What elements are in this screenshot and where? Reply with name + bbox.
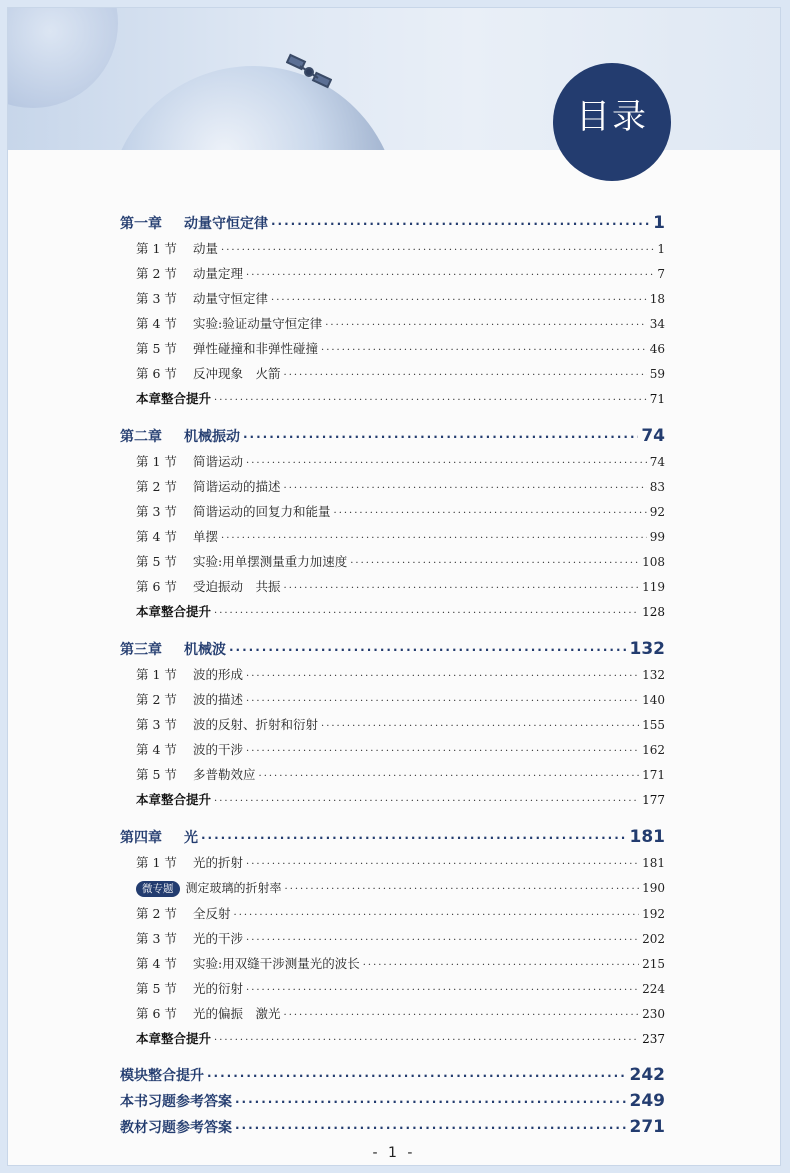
planet-decoration <box>8 8 118 108</box>
dot-leader <box>221 245 654 256</box>
section-number: 第 5 节 <box>136 767 177 782</box>
section-number: 第 1 节 <box>136 855 177 870</box>
section-title: 多普勒效应 <box>193 767 256 782</box>
section-title: 实验:验证动量守恒定律 <box>193 316 323 331</box>
topic-badge: 微专题 <box>136 881 180 897</box>
section-title: 动量定理 <box>193 266 244 281</box>
topic-title: 测定玻璃的折射率 <box>185 881 282 895</box>
toc-section[interactable] <box>136 339 665 357</box>
dot-leader <box>214 1035 639 1046</box>
dot-leader <box>246 270 654 281</box>
section-title: 波的描述 <box>193 692 244 707</box>
toc-section[interactable] <box>136 740 665 758</box>
summary-page: 71 <box>649 392 665 406</box>
toc-section[interactable] <box>136 314 665 332</box>
toc-section[interactable] <box>136 765 665 783</box>
section-title: 弹性碰撞和非弹性碰撞 <box>193 341 319 356</box>
section-title: 简谐运动 <box>193 454 244 469</box>
summary-page: 237 <box>642 1032 665 1046</box>
section-title: 简谐运动的描述 <box>193 479 281 494</box>
toc-section[interactable] <box>136 552 665 570</box>
chapter-page: 132 <box>629 639 665 659</box>
toc-section[interactable] <box>136 527 665 545</box>
toc-section[interactable] <box>136 502 665 520</box>
toc-section[interactable] <box>136 239 665 257</box>
section-page: 171 <box>642 768 665 782</box>
section-title: 简谐运动的回复力和能量 <box>193 504 331 519</box>
summary-page: 128 <box>642 605 665 619</box>
chapter-title: 动量守恒定律 <box>184 216 268 232</box>
section-title: 光的衍射 <box>193 981 244 996</box>
chapter-number: 第四章 <box>120 830 162 846</box>
summary-title: 本章整合提升 <box>136 604 212 619</box>
summary-title: 本章整合提升 <box>136 792 212 807</box>
toc-section[interactable] <box>136 577 665 595</box>
section-number: 第 3 节 <box>136 291 177 306</box>
section-number: 第 4 节 <box>136 529 177 544</box>
section-page: 108 <box>642 555 665 569</box>
section-number: 第 1 节 <box>136 454 177 469</box>
section-number: 第 2 节 <box>136 266 177 281</box>
dot-leader <box>234 910 640 921</box>
toc-section[interactable] <box>136 452 665 470</box>
earth-decoration <box>108 66 398 150</box>
section-page: 99 <box>649 530 665 544</box>
dot-leader <box>350 558 639 569</box>
chapter-number: 第三章 <box>120 642 162 658</box>
chapter-title: 机械波 <box>184 642 226 658</box>
section-page: 18 <box>649 292 665 306</box>
dot-leader <box>207 1069 627 1083</box>
section-number: 第 6 节 <box>136 579 177 594</box>
section-title: 光的偏振 激光 <box>193 1006 281 1021</box>
dot-leader <box>221 533 647 544</box>
toc-appendix-item[interactable] <box>120 1065 665 1085</box>
dot-leader <box>235 1095 627 1109</box>
toc-section[interactable] <box>136 929 665 947</box>
appendix-page: 271 <box>629 1117 665 1137</box>
section-page: 224 <box>642 982 665 996</box>
dot-leader <box>271 295 647 306</box>
section-number: 第 6 节 <box>136 1006 177 1021</box>
section-number: 第 5 节 <box>136 981 177 996</box>
section-number: 第 5 节 <box>136 554 177 569</box>
section-number: 第 4 节 <box>136 316 177 331</box>
chapter-title: 机械振动 <box>184 429 240 445</box>
dot-leader <box>271 217 650 231</box>
dot-leader <box>246 746 639 757</box>
section-page: 181 <box>642 856 665 870</box>
dot-leader <box>284 1010 640 1021</box>
toc-section[interactable] <box>136 904 665 922</box>
section-number: 第 1 节 <box>136 667 177 682</box>
section-page: 34 <box>649 317 665 331</box>
toc-chapter-2[interactable] <box>120 426 665 446</box>
section-page: 132 <box>642 668 665 682</box>
dot-leader <box>334 508 647 519</box>
section-page: 119 <box>642 580 665 594</box>
section-number: 第 1 节 <box>136 241 177 256</box>
appendix-title: 模块整合提升 <box>120 1068 204 1084</box>
summary-title: 本章整合提升 <box>136 391 212 406</box>
section-title: 反冲现象 火箭 <box>193 366 281 381</box>
dot-leader <box>363 960 639 971</box>
section-page: 192 <box>642 907 665 921</box>
dot-leader <box>284 370 647 381</box>
section-page: 162 <box>642 743 665 757</box>
dot-leader <box>214 608 639 619</box>
chapter-number: 第二章 <box>120 429 162 445</box>
dot-leader <box>321 721 639 732</box>
section-title: 波的干涉 <box>193 742 244 757</box>
section-title: 全反射 <box>193 906 231 921</box>
dot-leader <box>214 395 647 406</box>
section-title: 实验:用单摆测量重力加速度 <box>193 554 348 569</box>
section-page: 230 <box>642 1007 665 1021</box>
section-page: 215 <box>642 957 665 971</box>
section-title: 动量守恒定律 <box>193 291 269 306</box>
appendix-title: 本书习题参考答案 <box>120 1094 232 1110</box>
section-page: 83 <box>649 480 665 494</box>
section-number: 第 3 节 <box>136 504 177 519</box>
section-page: 7 <box>657 267 665 281</box>
dot-leader <box>284 583 640 594</box>
toc-appendix-item[interactable] <box>120 1091 665 1111</box>
toc-section[interactable] <box>136 364 665 382</box>
section-number: 第 5 节 <box>136 341 177 356</box>
toc-page <box>8 8 780 1165</box>
section-number: 第 3 节 <box>136 717 177 732</box>
section-title: 光的折射 <box>193 855 244 870</box>
chapter-title: 光 <box>184 830 198 846</box>
dot-leader <box>321 345 647 356</box>
toc-section[interactable] <box>136 690 665 708</box>
section-title: 光的干涉 <box>193 931 244 946</box>
chapter-page: 1 <box>653 213 665 233</box>
section-title: 波的形成 <box>193 667 244 682</box>
dot-leader <box>243 430 638 444</box>
dot-leader <box>246 458 647 469</box>
page-number: - 1 - <box>372 1145 416 1161</box>
appendix-page: 242 <box>629 1065 665 1085</box>
dot-leader <box>201 831 627 845</box>
toc-appendix-item[interactable] <box>120 1117 665 1137</box>
section-number: 第 2 节 <box>136 692 177 707</box>
toc-chapter-summary[interactable] <box>136 389 665 407</box>
dot-leader <box>246 935 639 946</box>
dot-leader <box>259 771 640 782</box>
toc-chapter-1[interactable] <box>120 213 665 233</box>
toc-section[interactable] <box>136 715 665 733</box>
section-title: 实验:用双缝干涉测量光的波长 <box>193 956 360 971</box>
section-number: 第 3 节 <box>136 931 177 946</box>
section-title: 单摆 <box>193 529 219 544</box>
section-number: 第 2 节 <box>136 479 177 494</box>
section-title: 受迫振动 共振 <box>193 579 281 594</box>
dot-leader <box>246 696 639 707</box>
appendix-title: 教材习题参考答案 <box>120 1120 232 1136</box>
toc-topic[interactable] <box>136 879 665 897</box>
chapter-page: 181 <box>629 827 665 847</box>
summary-page: 177 <box>642 793 665 807</box>
section-page: 59 <box>649 367 665 381</box>
toc-chapter-summary[interactable] <box>136 602 665 620</box>
section-number: 第 4 节 <box>136 742 177 757</box>
toc-section[interactable] <box>136 979 665 997</box>
toc-chapter-4[interactable] <box>120 827 665 847</box>
toc-title: 目录 <box>576 96 648 137</box>
section-page: 155 <box>642 718 665 732</box>
section-page: 140 <box>642 693 665 707</box>
satellite-icon <box>286 52 332 92</box>
appendix-page: 249 <box>629 1091 665 1111</box>
section-page: 46 <box>649 342 665 356</box>
chapter-number: 第一章 <box>120 216 162 232</box>
section-number: 第 4 节 <box>136 956 177 971</box>
dot-leader <box>214 796 639 807</box>
toc-section[interactable] <box>136 954 665 972</box>
toc-section[interactable] <box>136 1004 665 1022</box>
toc-section[interactable] <box>136 264 665 282</box>
chapter-page: 74 <box>641 426 665 446</box>
section-title: 动量 <box>193 241 219 256</box>
section-page: 1 <box>657 242 665 256</box>
summary-title: 本章整合提升 <box>136 1031 212 1046</box>
topic-page: 190 <box>642 881 665 895</box>
dot-leader <box>246 671 639 682</box>
toc-chapter-3[interactable] <box>120 639 665 659</box>
dot-leader <box>285 884 640 895</box>
section-page: 74 <box>649 455 665 469</box>
dot-leader <box>229 643 627 657</box>
section-number: 第 6 节 <box>136 366 177 381</box>
dot-leader <box>246 859 639 870</box>
section-page: 92 <box>649 505 665 519</box>
dot-leader <box>235 1121 627 1135</box>
section-number: 第 2 节 <box>136 906 177 921</box>
toc-section[interactable] <box>136 477 665 495</box>
dot-leader <box>284 483 647 494</box>
toc-section[interactable] <box>136 665 665 683</box>
toc-chapter-summary[interactable] <box>136 790 665 808</box>
toc-chapter-summary[interactable] <box>136 1029 665 1047</box>
section-page: 202 <box>642 932 665 946</box>
toc-title-badge <box>553 63 671 181</box>
toc-section[interactable] <box>136 289 665 307</box>
section-title: 波的反射、折射和衍射 <box>193 717 319 732</box>
toc-section[interactable] <box>136 853 665 871</box>
dot-leader <box>325 320 647 331</box>
dot-leader <box>246 985 639 996</box>
